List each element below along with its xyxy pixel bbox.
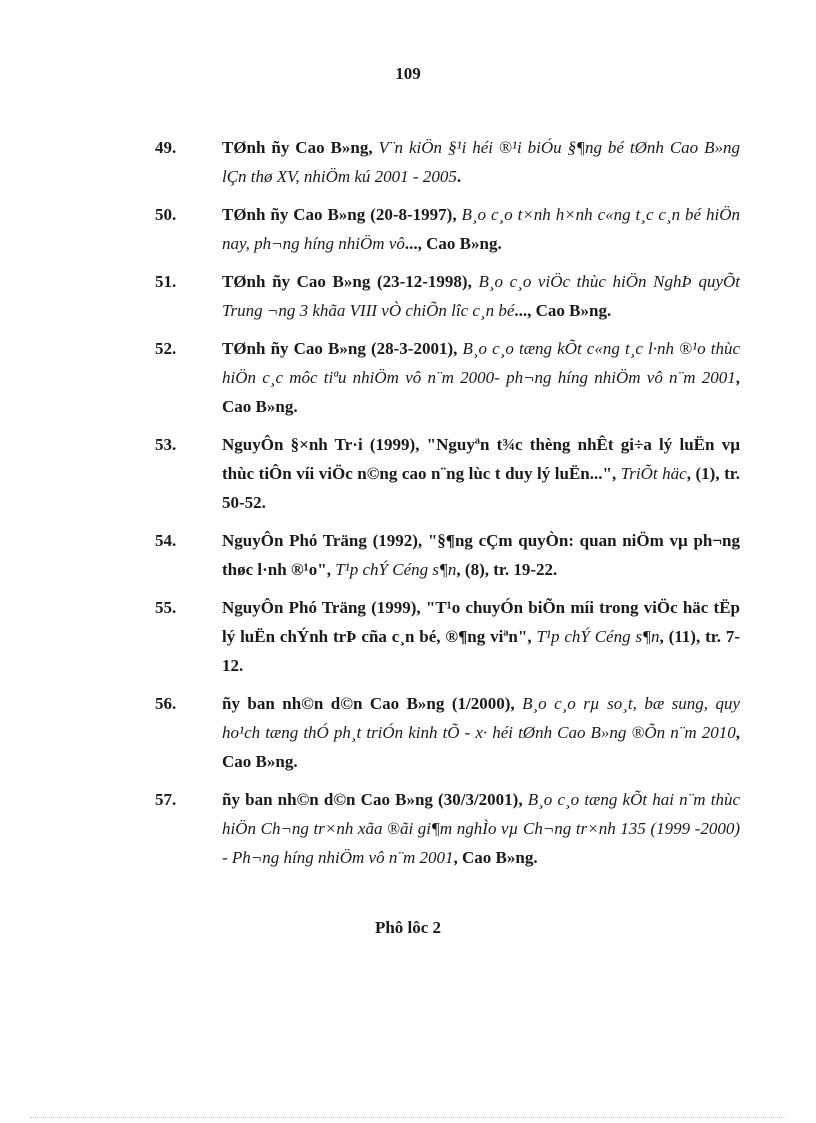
reference-number: 53. — [155, 435, 177, 454]
reference-number: 51. — [155, 272, 177, 291]
reference-text — [222, 133, 740, 191]
reference-lead: NguyÔn §×nh Tr·i (1999), "Nguyªn t¾c thèng nhÊt gi÷a lý luËn vµ thùc tiÔn víi viÖc n©ng cao n¨ng lùc t duy lý luËn...", — [222, 435, 740, 483]
reference-title: V¨n kiÖn §¹i héi ®¹i biÓu §¶ng bé tØnh Cao B»ng lÇn thø XV, nhiÖm kú 2001 - 2005 — [222, 138, 740, 186]
reference-lead: TØnh ñy Cao B»ng (28-3-2001), — [222, 339, 463, 358]
reference-text — [222, 200, 740, 258]
reference-title: B¸o c¸o tæng kÕt hai n¨m thùc hiÖn Ch¬ng tr×nh xãa ®ãi gi¶m nghÌo vµ Ch¬ng tr×nh 135 (1999 -2000) - Ph¬ng híng nhiÖm vô n¨m 2001 — [222, 790, 740, 867]
reference-lead: TØnh ñy Cao B»ng, — [222, 138, 379, 157]
reference-lead: NguyÔn Phó Träng (1992), "§¶ng cÇm quyÒn: quan niÖm vµ ph¬ng thøc l·nh ®¹o", — [222, 531, 740, 579]
page-bottom-rule — [30, 1117, 786, 1118]
reference-item — [155, 334, 740, 421]
page-number: 109 — [395, 64, 421, 83]
reference-text — [222, 526, 740, 584]
reference-item — [155, 785, 740, 872]
reference-tail: ..., Cao B»ng. — [514, 301, 612, 320]
reference-number: 54. — [155, 531, 177, 550]
reference-item — [155, 200, 740, 258]
reference-text — [222, 430, 740, 517]
reference-lead: TØnh ñy Cao B»ng (23-12-1998), — [222, 272, 479, 291]
reference-lead: ñy ban nh©n d©n Cao B»ng (1/2000), — [222, 694, 523, 713]
reference-tail: , Cao B»ng. — [453, 848, 538, 867]
reference-title: B¸o c¸o rµ so¸t, bæ sung, quy ho¹ch tæng thÓ ph¸t triÓn kinh tÕ - x· héi tØnh Cao B»ng ®Õn n¨m 2010 — [222, 694, 740, 742]
reference-item — [155, 430, 740, 517]
reference-number: 55. — [155, 598, 177, 617]
reference-item — [155, 689, 740, 776]
reference-title: B¸o c¸o t×nh h×nh c«ng t¸c c¸n bé hiÖn nay, ph¬ng híng nhiÖm vô — [222, 205, 741, 253]
reference-lead: ñy ban nh©n d©n Cao B»ng (30/3/2001), — [222, 790, 528, 809]
reference-text — [222, 334, 740, 421]
reference-item — [155, 526, 740, 584]
reference-number: 56. — [155, 694, 177, 713]
reference-lead: TØnh ñy Cao B»ng (20-8-1997), — [222, 205, 462, 224]
reference-title: B¸o c¸o tæng kÕt c«ng t¸c l·nh ®¹o thùc hiÖn c¸c môc tiªu nhiÖm vô n¨m 2000- ph¬ng híng nhiÖm vô n¨m 2001 — [222, 339, 741, 387]
reference-item — [155, 593, 740, 680]
reference-tail: . — [456, 167, 462, 186]
reference-tail: , (11), tr. 7-12. — [222, 627, 740, 675]
reference-item — [155, 267, 740, 325]
reference-text — [222, 785, 740, 872]
reference-text — [222, 689, 740, 776]
reference-tail: , (1), tr. 50-52. — [222, 464, 741, 512]
reference-tail: , (8), tr. 19-22. — [456, 560, 558, 579]
reference-number: 57. — [155, 790, 177, 809]
reference-number: 50. — [155, 205, 177, 224]
reference-title: B¸o c¸o viÖc thùc hiÖn NghÞ quyÕt Trung ¬ng 3 khãa VIII vÒ chiÕn lîc c¸n bé — [222, 272, 740, 320]
reference-tail: , Cao B»ng. — [222, 723, 740, 771]
reference-text — [222, 593, 740, 680]
reference-text — [222, 267, 740, 325]
reference-number: 52. — [155, 339, 177, 358]
reference-title: T¹p chÝ Céng s¶n — [536, 627, 660, 646]
reference-lead: NguyÔn Phó Träng (1999), "T¹o chuyÓn biÕn míi trong viÖc häc tËp lý luËn chÝnh trÞ cña c¸n bé, ®¶ng viªn", — [222, 598, 740, 646]
reference-number: 49. — [155, 138, 177, 157]
reference-title: T¹p chÝ Céng s¶n — [335, 560, 457, 579]
appendix-heading: Phô lôc 2 — [374, 918, 442, 937]
reference-title: TriÕt häc — [620, 464, 687, 483]
reference-list — [155, 133, 740, 881]
reference-item — [155, 133, 740, 191]
reference-tail: , Cao B»ng. — [222, 368, 740, 416]
reference-tail: ..., Cao B»ng. — [404, 234, 502, 253]
